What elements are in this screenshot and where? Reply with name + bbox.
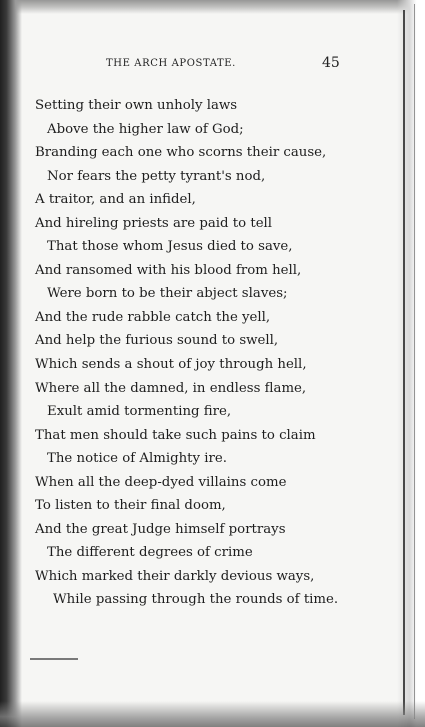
poem-line: Branding each one who scorns their cause, — [35, 145, 327, 161]
poem-line: Nor fears the petty tyrant's nod, — [47, 168, 266, 184]
poem-line: And help the furious sound to swell, — [35, 333, 279, 349]
poem-line: Which sends a shout of joy through hell, — [35, 357, 307, 373]
poem-line: Above the higher law of God; — [47, 121, 244, 137]
stray-ink-mark — [30, 658, 78, 660]
poem-line: When all the deep-dyed villains come — [35, 474, 287, 490]
poem-line: A traitor, and an infidel, — [35, 192, 196, 208]
running-title: THE ARCH APOSTATE. — [106, 58, 236, 69]
poem-line: That those whom Jesus died to save, — [47, 239, 293, 255]
poem-body — [0, 94, 425, 612]
poem-line: Were born to be their abject slaves; — [47, 286, 288, 302]
poem-line: And the rude rabble catch the yell, — [35, 309, 271, 325]
poem-line: The notice of Almighty ire. — [47, 451, 227, 467]
poem-line: Where all the damned, in endless flame, — [35, 380, 307, 396]
poem-line: That men should take such pains to claim — [35, 427, 316, 443]
poem-line: And ransomed with his blood from hell, — [35, 262, 302, 278]
poem-line: The different degrees of crime — [47, 545, 253, 561]
poem-line: Exult amid tormenting fire, — [47, 404, 232, 420]
scan-edge-top — [0, 0, 425, 14]
running-header — [0, 55, 425, 75]
poem-line: And the great Judge himself portrays — [35, 521, 286, 537]
poem-line: And hireling priests are paid to tell — [35, 215, 273, 231]
poem-line: Which marked their darkly devious ways, — [35, 568, 315, 584]
poem-line: To listen to their final doom, — [35, 498, 226, 514]
poem-line: Setting their own unholy laws — [35, 98, 238, 113]
page-number: 45 — [322, 55, 340, 71]
scan-edge-bottom — [0, 701, 425, 727]
poem-line: While passing through the rounds of time. — [53, 592, 339, 608]
